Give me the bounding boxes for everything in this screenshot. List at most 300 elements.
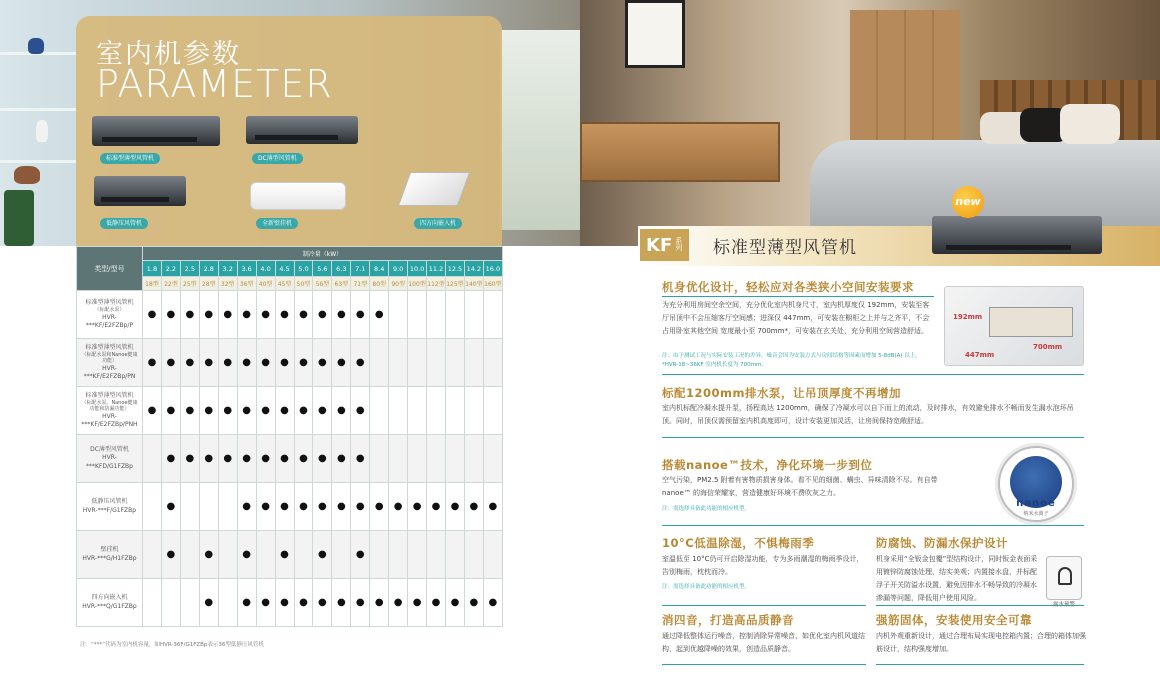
availability-cell — [180, 291, 199, 339]
availability-cell — [256, 291, 275, 339]
model-code-cell: 56型 — [313, 277, 332, 291]
available-dot-icon: ● — [355, 549, 365, 560]
section-heading: 标配1200mm排水泵，让吊顶厚度不再增加 — [662, 386, 901, 400]
availability-cell — [483, 387, 502, 435]
availability-cell — [370, 435, 389, 483]
kw-cell: 2.8 — [199, 261, 218, 277]
kw-cell: 14.2 — [464, 261, 483, 277]
availability-cell — [218, 339, 237, 387]
availability-cell — [332, 531, 351, 579]
availability-cell — [464, 339, 483, 387]
available-dot-icon: ● — [147, 405, 157, 416]
kw-cell: 5.0 — [294, 261, 313, 277]
availability-cell — [483, 291, 502, 339]
divider — [876, 664, 1084, 665]
available-dot-icon: ● — [166, 405, 176, 416]
availability-cell — [464, 291, 483, 339]
availability-cell — [446, 531, 465, 579]
unit-tag: 低静压风管机 — [100, 218, 148, 229]
right-page — [580, 0, 1160, 690]
availability-cell — [294, 531, 313, 579]
available-dot-icon: ● — [261, 453, 270, 464]
availability-cell — [237, 339, 256, 387]
availability-cell — [332, 483, 351, 531]
section-heading: 10°C低温除湿，不惧梅雨季 — [662, 536, 815, 550]
model-code-cell: 80型 — [370, 277, 389, 291]
availability-cell — [275, 483, 294, 531]
availability-cell — [313, 531, 332, 579]
available-dot-icon: ● — [147, 309, 157, 320]
available-dot-icon: ● — [299, 405, 308, 416]
availability-cell — [275, 387, 294, 435]
availability-cell — [389, 483, 408, 531]
model-code-cell: 18型 — [143, 277, 162, 291]
available-dot-icon: ● — [280, 453, 289, 464]
availability-cell — [161, 531, 180, 579]
row-model: HVR-***KF/E2FZBp/P — [85, 313, 134, 329]
available-dot-icon: ● — [223, 357, 233, 368]
availability-cell — [351, 531, 370, 579]
availability-cell — [370, 291, 389, 339]
kw-cell: 10.0 — [408, 261, 427, 277]
availability-cell — [180, 483, 199, 531]
availability-cell — [483, 339, 502, 387]
kw-cell: 16.0 — [483, 261, 502, 277]
leak-warning-label — [1046, 600, 1082, 608]
row-model: HVR-***F/G1FZBp — [82, 506, 137, 514]
available-dot-icon: ● — [166, 309, 176, 320]
model-code-cell: 22型 — [161, 277, 180, 291]
available-dot-icon: ● — [355, 501, 365, 512]
available-dot-icon: ● — [280, 549, 289, 560]
available-dot-icon: ● — [336, 357, 346, 368]
available-dot-icon: ● — [223, 309, 233, 320]
row-name: 四方向嵌入机 — [91, 594, 128, 602]
availability-cell — [143, 579, 162, 627]
available-dot-icon: ● — [242, 549, 252, 560]
availability-cell — [446, 483, 465, 531]
availability-cell — [483, 435, 502, 483]
availability-cell — [313, 435, 332, 483]
availability-cell — [180, 435, 199, 483]
section-heading: 机身优化设计，轻松应对各类狭小空间安装要求 — [662, 280, 914, 294]
available-dot-icon: ● — [223, 453, 233, 464]
row-model: HVR-***Q/G1FZBp — [82, 602, 137, 610]
model-code-cell: 100型 — [408, 277, 427, 291]
sideboard — [580, 122, 780, 182]
availability-cell — [143, 339, 162, 387]
available-dot-icon: ● — [355, 405, 365, 416]
model-code-cell: 140型 — [464, 277, 483, 291]
shelf — [0, 160, 78, 163]
availability-cell — [161, 387, 180, 435]
available-dot-icon: ● — [488, 501, 498, 512]
availability-cell — [408, 387, 427, 435]
available-dot-icon: ● — [318, 453, 327, 464]
wood-wall-panel — [850, 10, 960, 160]
availability-cell — [218, 387, 237, 435]
nanoe-logo-sub: 纳米水离子 — [1023, 511, 1049, 517]
kw-cell: 2.5 — [180, 261, 199, 277]
availability-cell — [332, 579, 351, 627]
available-dot-icon: ● — [242, 309, 252, 320]
available-dot-icon: ● — [166, 549, 176, 560]
row-sub: （标配水泵和Nanoe健康功能） — [81, 351, 138, 365]
available-dot-icon: ● — [318, 501, 327, 512]
availability-cell — [313, 483, 332, 531]
availability-cell — [408, 291, 427, 339]
availability-cell — [199, 579, 218, 627]
availability-cell — [256, 531, 275, 579]
section-heading: 防腐蚀、防漏水保护设计 — [876, 536, 1008, 550]
availability-cell — [199, 387, 218, 435]
model-code-cell: 45型 — [275, 277, 294, 291]
kw-cell: 2.2 — [161, 261, 180, 277]
availability-cell — [294, 387, 313, 435]
available-dot-icon: ● — [393, 597, 403, 608]
available-dot-icon: ● — [318, 309, 327, 320]
availability-cell — [199, 435, 218, 483]
availability-cell — [180, 387, 199, 435]
row-name: 低静压风管机 — [91, 498, 128, 506]
availability-cell — [143, 291, 162, 339]
section-body: 为充分利用房间空余空间，充分优化室内机身尺寸，室内机厚度仅 192mm，安装至客厅吊顶中不会压缩客厅空间感；进深仅 447mm，可安装在橱柜之上并与之齐平，不会占用卧室其他空间 宽度最小至 700mm*，可安装在玄关处，充分利用空间营造舒适。 — [662, 301, 930, 335]
section-heading: 强筋固体，安装使用安全可靠 — [876, 613, 1032, 627]
available-dot-icon: ● — [336, 453, 346, 464]
divider — [662, 664, 866, 665]
shelf — [0, 108, 78, 111]
pillow — [1060, 104, 1120, 144]
series-title: 标准型薄型风管机 — [713, 238, 857, 258]
section-heading: 搭载nanoe™技术，净化环境一步到位 — [662, 458, 873, 472]
dim-height: 192mm — [953, 313, 983, 321]
available-dot-icon: ● — [355, 357, 365, 368]
available-dot-icon: ● — [166, 453, 176, 464]
availability-cell — [464, 435, 483, 483]
section-note: 注：需选择具备此功能的相应机型。 — [662, 506, 751, 512]
available-dot-icon: ● — [431, 501, 441, 512]
section-heading: 消四音，打造高品质静音 — [662, 613, 794, 627]
kw-cell: 11.2 — [427, 261, 446, 277]
availability-cell — [370, 387, 389, 435]
chair — [4, 190, 34, 246]
capacity-header: 制冷量（kW） — [143, 247, 503, 261]
availability-cell — [218, 579, 237, 627]
availability-cell — [370, 579, 389, 627]
available-dot-icon: ● — [204, 405, 214, 416]
row-label — [77, 579, 143, 627]
available-dot-icon: ● — [280, 501, 289, 512]
availability-cell — [275, 291, 294, 339]
model-code-cell: 112型 — [427, 277, 446, 291]
alarm-shape — [1058, 567, 1072, 585]
divider — [662, 437, 1084, 438]
model-code-cell: 63型 — [332, 277, 351, 291]
available-dot-icon: ● — [412, 501, 422, 512]
availability-cell — [351, 291, 370, 339]
available-dot-icon: ● — [299, 501, 308, 512]
leak-warning-icon — [1046, 556, 1082, 600]
availability-cell — [389, 435, 408, 483]
availability-cell — [294, 435, 313, 483]
available-dot-icon: ● — [261, 309, 270, 320]
availability-cell — [199, 531, 218, 579]
availability-cell — [256, 579, 275, 627]
unit-box — [989, 307, 1073, 337]
row-label — [77, 387, 143, 435]
wall-picture — [625, 0, 685, 68]
window — [500, 30, 580, 230]
model-code-cell: 160型 — [483, 277, 502, 291]
type-header: 类型/型号 — [77, 247, 143, 291]
availability-cell — [256, 435, 275, 483]
availability-cell — [199, 291, 218, 339]
available-dot-icon: ● — [336, 501, 346, 512]
model-code-cell: 25型 — [180, 277, 199, 291]
availability-cell — [427, 531, 446, 579]
availability-cell — [427, 483, 446, 531]
availability-cell — [161, 483, 180, 531]
available-dot-icon: ● — [185, 405, 195, 416]
available-dot-icon: ● — [374, 597, 384, 608]
section-body: 内机外观重新设计，通过合理布局实现电控箱内置；合理的箱体加强筋设计，结构强度增加。 — [876, 632, 1086, 653]
available-dot-icon: ● — [280, 357, 289, 368]
available-dot-icon: ● — [261, 405, 270, 416]
dim-width: 700mm — [1033, 343, 1063, 351]
row-name: 标准型薄型风管机 — [85, 298, 134, 306]
availability-cell — [161, 579, 180, 627]
available-dot-icon: ● — [185, 309, 195, 320]
divider — [662, 374, 1084, 375]
table-row — [77, 579, 503, 627]
availability-cell — [389, 291, 408, 339]
availability-cell — [218, 483, 237, 531]
availability-cell — [351, 435, 370, 483]
available-dot-icon: ● — [261, 357, 270, 368]
availability-cell — [143, 387, 162, 435]
dim-depth: 447mm — [965, 351, 995, 359]
availability-cell — [180, 531, 199, 579]
nanoe-logo-text: nanoe — [1016, 498, 1056, 509]
row-name: DC薄型风管机 — [90, 446, 129, 454]
divider — [662, 296, 934, 297]
availability-cell — [161, 435, 180, 483]
row-model: HVR-***KF/E2FZBp/PNH — [81, 413, 138, 429]
new-badge: new — [952, 186, 984, 218]
row-name: 标准型薄型风管机 — [85, 391, 134, 399]
vase — [36, 120, 48, 142]
availability-cell — [237, 483, 256, 531]
availability-cell — [332, 339, 351, 387]
divider — [662, 605, 866, 606]
availability-cell — [313, 291, 332, 339]
section-body: 机身采用“全钣金包覆”型结构设计，同时钣金表面采用镀锌防腐蚀处理，结实美观；内置接水盘，并标配浮子开关防溢水设置，避免因排水不畅导致的冷凝水渗漏等问题，降低用户使用风险。 — [876, 555, 1038, 602]
vase — [28, 38, 44, 54]
available-dot-icon: ● — [166, 501, 176, 512]
availability-cell — [351, 579, 370, 627]
row-name: 标准型薄型风管机 — [85, 343, 134, 351]
availability-cell — [446, 579, 465, 627]
availability-cell — [408, 339, 427, 387]
availability-cell — [237, 387, 256, 435]
available-dot-icon: ● — [336, 405, 346, 416]
available-dot-icon: ● — [336, 309, 346, 320]
availability-cell — [256, 483, 275, 531]
availability-cell — [180, 339, 199, 387]
kw-cell: 1.8 — [143, 261, 162, 277]
available-dot-icon: ● — [336, 597, 346, 608]
available-dot-icon: ● — [374, 501, 384, 512]
install-dimension-image — [944, 286, 1084, 366]
available-dot-icon: ● — [355, 597, 365, 608]
kw-cell: 4.5 — [275, 261, 294, 277]
availability-cell — [256, 387, 275, 435]
row-name: 壁挂机 — [100, 546, 119, 554]
footnote: 注：“***”代码为室内机容量，如HVR-36F/G1FZBp表示36型低静压风管机 — [80, 642, 264, 648]
kw-cell: 6.3 — [332, 261, 351, 277]
available-dot-icon: ● — [299, 309, 308, 320]
availability-cell — [389, 387, 408, 435]
section-body: 室温低至 10°C仍可开启除湿功能，专为多雨潮湿的梅雨季设计，告别梅雨，枕枕而冷。 — [662, 555, 864, 576]
availability-cell — [143, 435, 162, 483]
availability-cell — [446, 291, 465, 339]
divider — [876, 605, 1084, 606]
available-dot-icon: ● — [393, 501, 403, 512]
availability-cell — [313, 387, 332, 435]
availability-cell — [332, 435, 351, 483]
availability-cell — [370, 339, 389, 387]
section-body: 空气污染，PM2.5 附着有害物质损害身体。看不见的细菌、螨虫、异味清除不尽。有自带 nanoe™ 的海信荣耀家，营造健康好环境不费吹灰之力。 — [662, 476, 938, 497]
availability-cell — [275, 435, 294, 483]
model-code-cell: 32型 — [218, 277, 237, 291]
availability-cell — [161, 291, 180, 339]
availability-cell — [313, 339, 332, 387]
model-code-cell: 28型 — [199, 277, 218, 291]
section-note: 注：由于测试工况与实际安装工况的差异，噪音会因为安装方式与房间结构等因素而增加 5-8dB(A) 以上。 *HVR-18~36KF 室内机长度为 700mm。 — [662, 353, 921, 368]
available-dot-icon: ● — [242, 597, 252, 608]
availability-cell — [427, 579, 446, 627]
availability-cell — [370, 483, 389, 531]
available-dot-icon: ● — [223, 405, 233, 416]
model-code-cell: 71型 — [351, 277, 370, 291]
availability-cell — [237, 435, 256, 483]
availability-cell — [294, 339, 313, 387]
spec-table — [76, 246, 503, 627]
unit-tag: DC薄型风管机 — [252, 153, 303, 164]
availability-cell — [464, 387, 483, 435]
vase — [14, 166, 40, 184]
divider — [662, 525, 1084, 526]
availability-cell — [427, 435, 446, 483]
availability-cell — [427, 291, 446, 339]
available-dot-icon: ● — [261, 597, 270, 608]
availability-cell — [313, 579, 332, 627]
row-sub: （标配水泵） — [94, 307, 125, 314]
kw-cell: 5.6 — [313, 261, 332, 277]
model-code-cell: 36型 — [237, 277, 256, 291]
availability-cell — [256, 339, 275, 387]
table-row — [77, 435, 503, 483]
kw-cell: 8.4 — [370, 261, 389, 277]
kw-cell: 3.6 — [237, 261, 256, 277]
model-code-cell: 40型 — [256, 277, 275, 291]
available-dot-icon: ● — [185, 453, 195, 464]
available-dot-icon: ● — [242, 405, 252, 416]
available-dot-icon: ● — [469, 597, 479, 608]
availability-cell — [237, 291, 256, 339]
table-row — [77, 483, 503, 531]
available-dot-icon: ● — [280, 405, 289, 416]
unit-tag: 四方向嵌入机 — [414, 218, 462, 229]
model-code-cell: 125型 — [446, 277, 465, 291]
wall-unit-image — [250, 182, 346, 210]
available-dot-icon: ● — [242, 501, 252, 512]
availability-cell — [446, 339, 465, 387]
row-label — [77, 531, 143, 579]
availability-cell — [351, 339, 370, 387]
available-dot-icon: ● — [450, 501, 460, 512]
available-dot-icon: ● — [355, 453, 365, 464]
available-dot-icon: ● — [242, 357, 252, 368]
section-note: 注：需选择具备此功能的相应机型。 — [662, 584, 751, 590]
availability-cell — [483, 579, 502, 627]
availability-cell — [446, 435, 465, 483]
available-dot-icon: ● — [147, 357, 157, 368]
available-dot-icon: ● — [242, 453, 252, 464]
row-sub: （标配水泵、Nanoe健康功能和防漏功能） — [81, 399, 138, 413]
standard-duct-unit-image — [92, 116, 220, 146]
available-dot-icon: ● — [299, 357, 308, 368]
cassette-unit-image — [398, 172, 470, 206]
row-model: HVR-***KF/E2FZBp/PN — [83, 365, 136, 381]
model-code-cell: 50型 — [294, 277, 313, 291]
kw-cell: 7.1 — [351, 261, 370, 277]
section-body: 通过降低整体运行噪音，控制消除异常噪音，如优化室内机风道结构，起到优越降噪的效果，创造品质静音。 — [662, 632, 865, 653]
availability-cell — [408, 435, 427, 483]
availability-cell — [351, 483, 370, 531]
availability-cell — [294, 579, 313, 627]
table-row — [77, 291, 503, 339]
available-dot-icon: ● — [450, 597, 460, 608]
hero-duct-unit-image — [932, 216, 1102, 254]
page-title-cn: 室内机参数 — [96, 39, 241, 70]
availability-cell — [199, 339, 218, 387]
availability-cell — [294, 483, 313, 531]
available-dot-icon: ● — [355, 309, 365, 320]
availability-cell — [408, 483, 427, 531]
series-word: 系列 — [675, 236, 683, 252]
available-dot-icon: ● — [318, 405, 327, 416]
availability-cell — [275, 579, 294, 627]
availability-cell — [218, 435, 237, 483]
available-dot-icon: ● — [469, 501, 479, 512]
availability-cell — [483, 531, 502, 579]
available-dot-icon: ● — [204, 549, 214, 560]
dc-duct-unit-image — [246, 116, 358, 144]
kw-cell: 4.0 — [256, 261, 275, 277]
series-badge — [640, 229, 689, 261]
availability-cell — [237, 531, 256, 579]
available-dot-icon: ● — [166, 357, 176, 368]
availability-cell — [218, 291, 237, 339]
available-dot-icon: ● — [374, 309, 384, 320]
availability-cell — [427, 339, 446, 387]
unit-tag: 全新壁挂机 — [256, 218, 298, 229]
row-model: HVR-***KFD/G1FZBp — [86, 454, 133, 470]
available-dot-icon: ● — [280, 597, 289, 608]
availability-cell — [294, 291, 313, 339]
availability-cell — [389, 531, 408, 579]
